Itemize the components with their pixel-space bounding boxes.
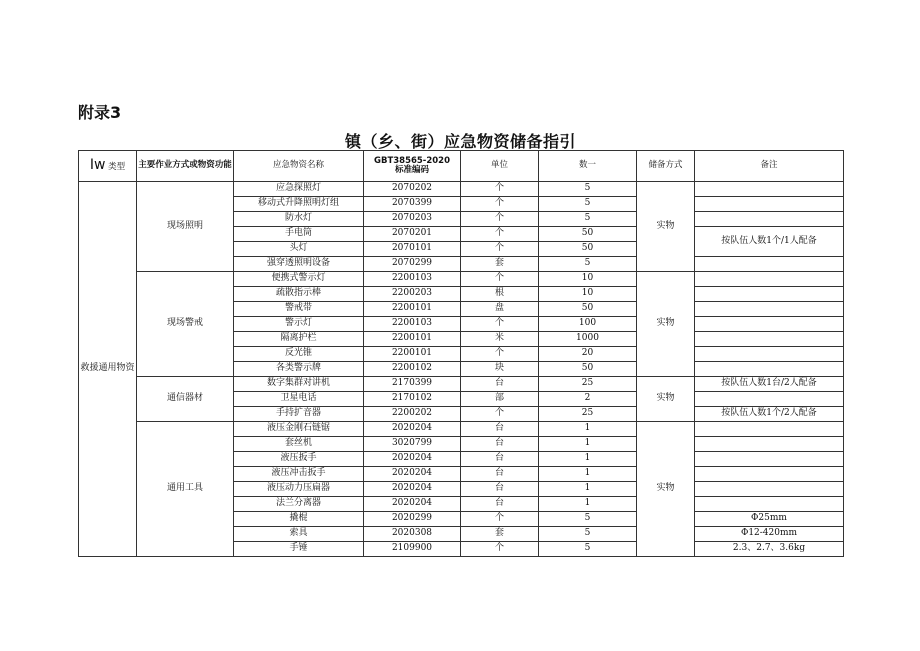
item-code: 2020204 bbox=[364, 452, 461, 467]
item-qty: 20 bbox=[539, 347, 637, 362]
item-unit: 部 bbox=[461, 392, 539, 407]
item-note: 按队伍人数1个/2人配备 bbox=[695, 407, 844, 422]
item-qty: 5 bbox=[539, 542, 637, 557]
item-name: 撬棍 bbox=[234, 512, 364, 527]
item-note bbox=[695, 197, 844, 212]
item-note bbox=[695, 362, 844, 377]
method-cell: 实物 bbox=[637, 272, 695, 377]
item-name: 防水灯 bbox=[234, 212, 364, 227]
item-code: 2200103 bbox=[364, 272, 461, 287]
item-note bbox=[695, 257, 844, 272]
item-unit: 个 bbox=[461, 227, 539, 242]
header-function: 主要作业方式或物资功能 bbox=[137, 151, 234, 182]
item-unit: 个 bbox=[461, 197, 539, 212]
item-code: 2020308 bbox=[364, 527, 461, 542]
item-qty: 1 bbox=[539, 452, 637, 467]
header-unit: 单位 bbox=[461, 151, 539, 182]
item-name: 警示灯 bbox=[234, 317, 364, 332]
document-title: 镇（乡、街）应急物资储备指引 bbox=[344, 132, 576, 151]
item-name: 隔离护栏 bbox=[234, 332, 364, 347]
item-unit: 个 bbox=[461, 272, 539, 287]
item-note bbox=[695, 437, 844, 452]
item-qty: 1 bbox=[539, 422, 637, 437]
item-unit: 个 bbox=[461, 347, 539, 362]
appendix-label: 附录3 bbox=[78, 103, 122, 122]
item-note: 按队伍人数1个/1人配备 bbox=[695, 227, 844, 257]
item-name: 强穿透照明设备 bbox=[234, 257, 364, 272]
item-unit: 台 bbox=[461, 497, 539, 512]
item-qty: 50 bbox=[539, 362, 637, 377]
header-code-std: GBT38565-2020 bbox=[373, 155, 450, 166]
header-type bbox=[79, 151, 137, 182]
item-qty: 100 bbox=[539, 317, 637, 332]
item-qty: 1 bbox=[539, 497, 637, 512]
item-qty: 10 bbox=[539, 272, 637, 287]
item-unit: 根 bbox=[461, 287, 539, 302]
item-qty: 1 bbox=[539, 482, 637, 497]
item-unit: 个 bbox=[461, 407, 539, 422]
item-code: 2070399 bbox=[364, 197, 461, 212]
table-row bbox=[79, 272, 844, 287]
item-name: 手锤 bbox=[234, 542, 364, 557]
item-unit: 块 bbox=[461, 362, 539, 377]
item-qty: 5 bbox=[539, 182, 637, 197]
method-cell: 实物 bbox=[637, 182, 695, 272]
item-unit: 个 bbox=[461, 512, 539, 527]
header-note: 备注 bbox=[695, 151, 844, 182]
item-note: 按队伍人数1台/2人配备 bbox=[695, 377, 844, 392]
item-name: 法兰分离器 bbox=[234, 497, 364, 512]
item-code: 2070202 bbox=[364, 182, 461, 197]
item-note bbox=[695, 452, 844, 467]
item-note bbox=[695, 287, 844, 302]
function-cell: 通用工具 bbox=[137, 422, 234, 557]
item-name: 套丝机 bbox=[234, 437, 364, 452]
item-qty: 25 bbox=[539, 407, 637, 422]
item-unit: 个 bbox=[461, 242, 539, 257]
item-unit: 米 bbox=[461, 332, 539, 347]
item-qty: 1 bbox=[539, 467, 637, 482]
item-qty: 5 bbox=[539, 212, 637, 227]
item-unit: 台 bbox=[461, 467, 539, 482]
item-note bbox=[695, 212, 844, 227]
item-code: 2200101 bbox=[364, 347, 461, 362]
item-name: 警戒带 bbox=[234, 302, 364, 317]
item-name: 卫星电话 bbox=[234, 392, 364, 407]
table-row bbox=[79, 377, 844, 392]
item-name: 液压金刚石链锯 bbox=[234, 422, 364, 437]
header-qty: 数一 bbox=[539, 151, 637, 182]
item-qty: 2 bbox=[539, 392, 637, 407]
item-qty: 5 bbox=[539, 512, 637, 527]
item-note bbox=[695, 302, 844, 317]
method-cell: 实物 bbox=[637, 377, 695, 422]
item-code: 2200202 bbox=[364, 407, 461, 422]
method-cell: 实物 bbox=[637, 422, 695, 557]
item-qty: 1000 bbox=[539, 332, 637, 347]
item-code: 2020299 bbox=[364, 512, 461, 527]
function-cell: 现场照明 bbox=[137, 182, 234, 272]
item-unit: 台 bbox=[461, 437, 539, 452]
table-row bbox=[79, 422, 844, 437]
item-note bbox=[695, 392, 844, 407]
item-unit: 个 bbox=[461, 542, 539, 557]
item-name: 疏散指示棒 bbox=[234, 287, 364, 302]
item-code: 2070101 bbox=[364, 242, 461, 257]
item-code: 2200102 bbox=[364, 362, 461, 377]
item-code: 2070203 bbox=[364, 212, 461, 227]
item-qty: 50 bbox=[539, 227, 637, 242]
item-code: 3020799 bbox=[364, 437, 461, 452]
item-unit: 盘 bbox=[461, 302, 539, 317]
item-name: 反光锥 bbox=[234, 347, 364, 362]
item-qty: 1 bbox=[539, 437, 637, 452]
item-code: 2020204 bbox=[364, 422, 461, 437]
item-qty: 5 bbox=[539, 257, 637, 272]
item-unit: 个 bbox=[461, 317, 539, 332]
item-name: 液压动力压扁器 bbox=[234, 482, 364, 497]
item-code: 2200101 bbox=[364, 332, 461, 347]
table-row bbox=[79, 182, 844, 197]
item-qty: 10 bbox=[539, 287, 637, 302]
function-cell: 通信器材 bbox=[137, 377, 234, 422]
item-note bbox=[695, 347, 844, 362]
item-name: 各类警示牌 bbox=[234, 362, 364, 377]
item-name: 手持扩音器 bbox=[234, 407, 364, 422]
item-name: 索具 bbox=[234, 527, 364, 542]
item-qty: 50 bbox=[539, 302, 637, 317]
header-method: 储备方式 bbox=[637, 151, 695, 182]
item-code: 2170399 bbox=[364, 377, 461, 392]
header-code-label: 标准编码 bbox=[394, 165, 429, 175]
item-unit: 台 bbox=[461, 452, 539, 467]
category-cell: 救援通用物资 bbox=[79, 182, 137, 557]
item-code: 2070201 bbox=[364, 227, 461, 242]
table-header-row bbox=[79, 151, 844, 182]
item-code: 2020204 bbox=[364, 497, 461, 512]
item-code: 2020204 bbox=[364, 482, 461, 497]
item-note: Φ12-420mm bbox=[695, 527, 844, 542]
item-name: 液压冲击扳手 bbox=[234, 467, 364, 482]
item-unit: 个 bbox=[461, 182, 539, 197]
item-unit: 套 bbox=[461, 527, 539, 542]
item-name: 移动式升降照明灯组 bbox=[234, 197, 364, 212]
item-note bbox=[695, 482, 844, 497]
item-qty: 5 bbox=[539, 527, 637, 542]
item-unit: 台 bbox=[461, 482, 539, 497]
item-note bbox=[695, 422, 844, 437]
reserve-table bbox=[78, 150, 844, 557]
item-code: 2109900 bbox=[364, 542, 461, 557]
item-code: 2020204 bbox=[364, 467, 461, 482]
item-name: 液压扳手 bbox=[234, 452, 364, 467]
item-qty: 5 bbox=[539, 197, 637, 212]
item-code: 2070299 bbox=[364, 257, 461, 272]
item-code: 2200103 bbox=[364, 317, 461, 332]
item-note bbox=[695, 272, 844, 287]
item-qty: 25 bbox=[539, 377, 637, 392]
item-name: 头灯 bbox=[234, 242, 364, 257]
item-note: Φ25mm bbox=[695, 512, 844, 527]
header-name: 应急物资名称 bbox=[234, 151, 364, 182]
item-name: 手电筒 bbox=[234, 227, 364, 242]
item-unit: 个 bbox=[461, 212, 539, 227]
item-note bbox=[695, 317, 844, 332]
item-qty: 50 bbox=[539, 242, 637, 257]
item-note bbox=[695, 182, 844, 197]
item-unit: 台 bbox=[461, 377, 539, 392]
item-code: 2200101 bbox=[364, 302, 461, 317]
item-note bbox=[695, 467, 844, 482]
item-unit: 台 bbox=[461, 422, 539, 437]
item-note: 2.3、2.7、3.6kg bbox=[695, 542, 844, 557]
function-cell: 现场警戒 bbox=[137, 272, 234, 377]
item-name: 便携式警示灯 bbox=[234, 272, 364, 287]
item-note bbox=[695, 332, 844, 347]
item-name: 数字集群对讲机 bbox=[234, 377, 364, 392]
header-type-text: 类型 bbox=[108, 162, 126, 173]
header-type-prefix: Iw bbox=[89, 157, 106, 174]
item-note bbox=[695, 497, 844, 512]
item-name: 应急探照灯 bbox=[234, 182, 364, 197]
item-code: 2170102 bbox=[364, 392, 461, 407]
header-code bbox=[364, 151, 461, 182]
item-unit: 套 bbox=[461, 257, 539, 272]
item-code: 2200203 bbox=[364, 287, 461, 302]
